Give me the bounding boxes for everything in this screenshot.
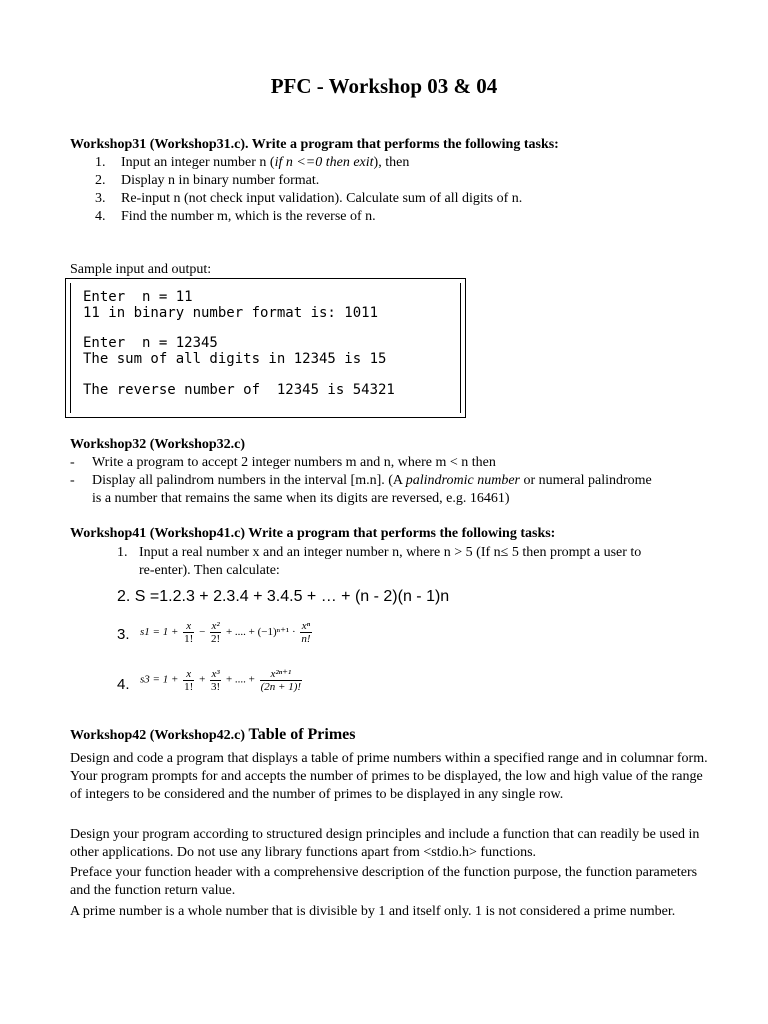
denominator: n! — [301, 633, 311, 645]
item-text: Display n in binary number format. — [121, 173, 320, 188]
fraction — [183, 668, 194, 693]
formula-s1 — [140, 620, 314, 645]
item-text: Re-input n (not check input validation). Calculate sum of all digits of n. — [121, 191, 523, 206]
workshop31-item-2 — [95, 173, 319, 189]
workshop42-paragraph-1: Design and code a program that displays a table of prime numbers within a specified range and in columnar form. Your program prompts for and accepts the number of primes to be displayed, the low and high value of the range of integers to be considered and the number of primes to be displayed in any single row. — [70, 751, 708, 802]
workshop41-item-2-formula: 2. S =1.2.3 + 2.3.4 + 3.4.5 + … + (n - 2)(n - 1)n — [117, 588, 450, 605]
workshop42-paragraph-2: Design your program according to structured design principles and include a function that can readily be used in other applications. Do not use any library functions apart from <stdio.h> functions. — [70, 827, 700, 860]
workshop41-item-4-number: 4. — [117, 676, 130, 693]
fraction — [183, 620, 194, 645]
bullet-text: Display all palindrom numbers in the interval [m.n]. (A — [92, 473, 406, 488]
fraction — [260, 667, 302, 693]
denominator: 1! — [184, 633, 194, 645]
item-italic-text: if n <=0 then exit — [274, 155, 374, 170]
numerator: x — [186, 667, 192, 680]
item-number: 2. — [95, 173, 106, 188]
item-number: 1. — [95, 155, 106, 170]
fraction — [210, 620, 221, 645]
denominator: 1! — [184, 680, 194, 693]
workshop31-heading: Workshop31 (Workshop31.c). Write a program that performs the following tasks: — [70, 137, 559, 152]
workshop42-paragraph-4: A prime number is a whole number that is divisible by 1 and itself only. 1 is not considered a prime number. — [70, 904, 676, 919]
page-title: PFC - Workshop 03 & 04 — [270, 74, 498, 98]
fraction — [300, 620, 311, 645]
item-text: Input an integer number n ( — [121, 155, 275, 170]
workshop42-heading-label: Workshop42 (Workshop42.c) — [70, 728, 249, 743]
item-number: 3. — [95, 191, 106, 206]
console-line-3: Enter n = 12345 — [83, 335, 218, 351]
denominator: (2n + 1)! — [260, 681, 302, 693]
formula-s3 — [140, 667, 304, 693]
bullet-dash: - — [70, 473, 75, 488]
workshop41-item-1-line-1: Input a real number x and an integer number n, where n > 5 (If n≤ 5 then prompt a user to — [139, 545, 642, 560]
numerator: x — [186, 620, 192, 632]
workshop41-item-3-number: 3. — [117, 626, 130, 643]
workshop41-item-1-line-2: re-enter). Then calculate: — [139, 563, 280, 578]
denominator: 3! — [211, 680, 221, 693]
workshop41-item-1-number: 1. — [117, 545, 128, 560]
operator: − — [199, 626, 206, 639]
formula-lhs: s3 = 1 + — [140, 673, 179, 686]
item-number: 4. — [95, 209, 106, 224]
console-line-5: The reverse number of 12345 is 54321 — [83, 382, 395, 398]
sample-label: Sample input and output: — [70, 262, 212, 277]
bullet-text-tail: or numeral palindrome — [519, 473, 652, 488]
workshop31-item-4 — [95, 209, 376, 225]
numerator: xⁿ — [301, 620, 311, 632]
formula-lhs: s1 = 1 + — [140, 626, 179, 639]
item-text-tail: ), then — [373, 155, 410, 170]
fraction — [210, 668, 221, 693]
formula-series-tail: + .... + (−1)ⁿ⁺¹ · — [225, 626, 296, 639]
workshop42-heading-title: Table of Primes — [248, 726, 356, 743]
workshop31-item-3 — [95, 191, 522, 207]
workshop32-bullet-2-cont: is a number that remains the same when its digits are reversed, e.g. 16461) — [92, 491, 510, 506]
console-line-4: The sum of all digits in 12345 is 15 — [83, 351, 387, 367]
denominator: 2! — [211, 633, 221, 645]
formula-series-tail: + .... + — [225, 673, 255, 686]
workshop32-heading: Workshop32 (Workshop32.c) — [70, 437, 246, 452]
item-text: Find the number m, which is the reverse of n. — [121, 209, 376, 224]
bullet-italic-text: palindromic number — [405, 473, 520, 488]
console-line-1: Enter n = 11 — [83, 289, 193, 305]
workshop31-item-1 — [95, 155, 409, 171]
workshop42-heading — [70, 726, 356, 744]
numerator: x²ⁿ⁺¹ — [270, 668, 292, 680]
workshop42-paragraph-3: Preface your function header with a comprehensive description of the function purpose, the function parameters and the function return value. — [70, 865, 698, 898]
numerator: x² — [211, 620, 220, 632]
workshop32-bullet-1 — [70, 455, 496, 471]
workshop32-bullet-2 — [70, 473, 652, 489]
bullet-text: Write a program to accept 2 integer numbers m and n, where m < n then — [92, 455, 496, 470]
numerator: x³ — [211, 667, 220, 680]
operator: + — [199, 673, 206, 686]
workshop41-heading: Workshop41 (Workshop41.c) Write a program that performs the following tasks: — [70, 526, 556, 541]
bullet-dash: - — [70, 455, 75, 470]
console-line-2: 11 in binary number format is: 1011 — [83, 305, 379, 321]
